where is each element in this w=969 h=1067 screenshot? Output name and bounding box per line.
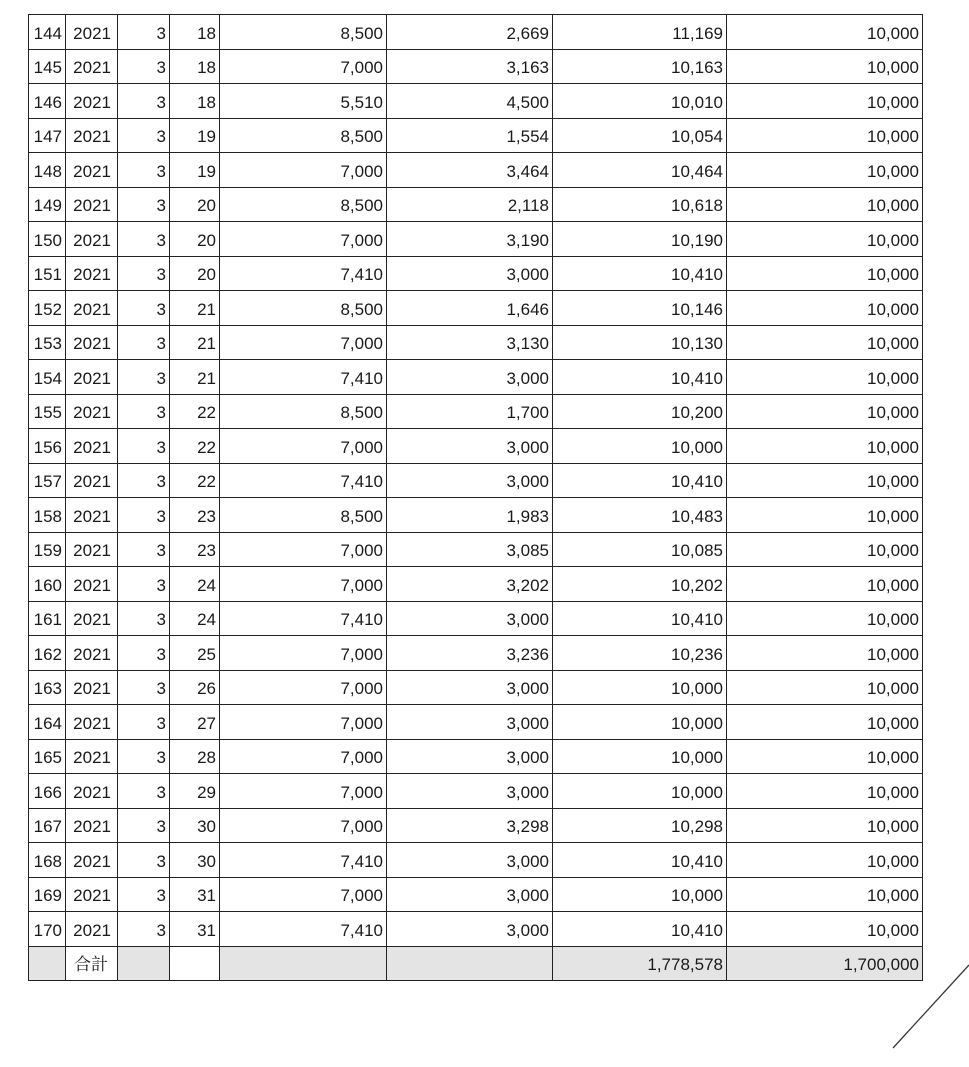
cell-amount-a: 7,000	[220, 808, 387, 843]
cell-amount-b: 3,000	[387, 463, 553, 498]
cell-year: 2021	[66, 498, 118, 533]
cell-year: 2021	[66, 325, 118, 360]
cell-month: 3	[118, 118, 170, 153]
cell-amount-a: 7,410	[220, 912, 387, 947]
cell-amount-b: 3,202	[387, 567, 553, 602]
cell-amount-b: 2,669	[387, 15, 553, 50]
cell-subtotal: 10,000	[553, 739, 727, 774]
cell-fixed: 10,000	[727, 463, 923, 498]
cell-subtotal: 10,410	[553, 912, 727, 947]
cell-no: 151	[29, 256, 66, 291]
cell-no: 168	[29, 843, 66, 878]
cell-no: 150	[29, 222, 66, 257]
cell-fixed: 10,000	[727, 532, 923, 567]
cell-month: 3	[118, 567, 170, 602]
cell-amount-b: 3,000	[387, 877, 553, 912]
cell-no: 152	[29, 291, 66, 326]
cell-day: 19	[170, 118, 220, 153]
cell-day: 31	[170, 912, 220, 947]
cell-subtotal: 10,000	[553, 774, 727, 809]
cell-day: 24	[170, 601, 220, 636]
cell-year: 2021	[66, 429, 118, 464]
cell-no: 160	[29, 567, 66, 602]
cell-fixed: 10,000	[727, 15, 923, 50]
cell-fixed: 10,000	[727, 49, 923, 84]
cell-amount-b: 1,700	[387, 394, 553, 429]
cell-year: 2021	[66, 360, 118, 395]
cell-day: 29	[170, 774, 220, 809]
cell-year: 2021	[66, 222, 118, 257]
cell-amount-b: 3,000	[387, 360, 553, 395]
cell-amount-b: 1,983	[387, 498, 553, 533]
cell-month: 3	[118, 429, 170, 464]
cell-fixed: 10,000	[727, 636, 923, 671]
cell-subtotal: 10,618	[553, 187, 727, 222]
cell-fixed: 10,000	[727, 774, 923, 809]
cell-amount-a: 7,410	[220, 256, 387, 291]
cell-fixed: 10,000	[727, 670, 923, 705]
cell-no: 148	[29, 153, 66, 188]
cell-fixed: 10,000	[727, 567, 923, 602]
cell-amount-a: 8,500	[220, 187, 387, 222]
cell-amount-a: 7,000	[220, 222, 387, 257]
cell-day: 30	[170, 843, 220, 878]
cell-fixed: 10,000	[727, 808, 923, 843]
cell-fixed: 10,000	[727, 256, 923, 291]
cell-subtotal: 10,000	[553, 670, 727, 705]
cell-fixed: 10,000	[727, 705, 923, 740]
cell-amount-b: 2,118	[387, 187, 553, 222]
cell-month: 3	[118, 360, 170, 395]
cell-year: 2021	[66, 15, 118, 50]
cell-amount-a: 7,410	[220, 601, 387, 636]
cell-year: 2021	[66, 291, 118, 326]
cell-subtotal: 10,054	[553, 118, 727, 153]
cell-no: 161	[29, 601, 66, 636]
cell-year: 2021	[66, 705, 118, 740]
cell-day: 22	[170, 394, 220, 429]
cell-amount-a: 7,000	[220, 877, 387, 912]
cell-subtotal: 10,190	[553, 222, 727, 257]
cell-day: 27	[170, 705, 220, 740]
cell-amount-b: 3,000	[387, 774, 553, 809]
cell-amount-a: 7,000	[220, 774, 387, 809]
cell-month: 3	[118, 774, 170, 809]
cell-amount-b: 3,000	[387, 670, 553, 705]
cell-day: 21	[170, 291, 220, 326]
cell-day: 18	[170, 15, 220, 50]
cell-day: 22	[170, 429, 220, 464]
cell-amount-b: 4,500	[387, 84, 553, 119]
cell-amount-a: 7,000	[220, 739, 387, 774]
cell-month: 3	[118, 739, 170, 774]
cell-day: 24	[170, 567, 220, 602]
cell-amount-a: 7,000	[220, 532, 387, 567]
cell-month: 3	[118, 670, 170, 705]
cell-day: 26	[170, 670, 220, 705]
cell-day: 28	[170, 739, 220, 774]
cell-year: 2021	[66, 912, 118, 947]
cell-no: 154	[29, 360, 66, 395]
cell-amount-b: 3,464	[387, 153, 553, 188]
cell-no: 167	[29, 808, 66, 843]
cell-amount-a: 5,510	[220, 84, 387, 119]
cell-no: 170	[29, 912, 66, 947]
cell-fixed: 10,000	[727, 187, 923, 222]
cell-amount-b: 3,236	[387, 636, 553, 671]
cell-day: 23	[170, 532, 220, 567]
cell-month: 3	[118, 256, 170, 291]
cell-no: 147	[29, 118, 66, 153]
cell-year: 2021	[66, 739, 118, 774]
cell-no: 159	[29, 532, 66, 567]
cell-year: 2021	[66, 877, 118, 912]
cell-subtotal: 10,410	[553, 360, 727, 395]
cell-amount-a: 7,000	[220, 49, 387, 84]
cell-no: 153	[29, 325, 66, 360]
cell-fixed: 10,000	[727, 601, 923, 636]
total-label: 合計	[66, 946, 118, 981]
cell-year: 2021	[66, 808, 118, 843]
cell-month: 3	[118, 463, 170, 498]
cell-month: 3	[118, 153, 170, 188]
cell-fixed: 10,000	[727, 498, 923, 533]
cell-year: 2021	[66, 670, 118, 705]
cell-amount-a: 8,500	[220, 394, 387, 429]
cell-subtotal: 10,146	[553, 291, 727, 326]
cell-year: 2021	[66, 636, 118, 671]
cell-fixed: 10,000	[727, 360, 923, 395]
cell-subtotal: 10,410	[553, 463, 727, 498]
cell-year: 2021	[66, 567, 118, 602]
cell-day: 25	[170, 636, 220, 671]
cell-subtotal: 10,010	[553, 84, 727, 119]
cell-fixed: 10,000	[727, 739, 923, 774]
cell-amount-b: 3,000	[387, 705, 553, 740]
cell-subtotal: 10,202	[553, 567, 727, 602]
cell-no: 156	[29, 429, 66, 464]
cell-month: 3	[118, 222, 170, 257]
cell-year: 2021	[66, 153, 118, 188]
cell-no: 155	[29, 394, 66, 429]
cell-amount-b: 1,646	[387, 291, 553, 326]
cell-year: 2021	[66, 49, 118, 84]
cell-fixed: 10,000	[727, 877, 923, 912]
cell-fixed: 10,000	[727, 153, 923, 188]
cell-subtotal: 10,163	[553, 49, 727, 84]
cell-fixed: 10,000	[727, 843, 923, 878]
cell-amount-b: 3,085	[387, 532, 553, 567]
cell-amount-a: 7,000	[220, 325, 387, 360]
cell-month: 3	[118, 705, 170, 740]
cell-fixed: 10,000	[727, 325, 923, 360]
cell-amount-a: 8,500	[220, 498, 387, 533]
cell-month: 3	[118, 15, 170, 50]
cell-day: 20	[170, 256, 220, 291]
cell-month: 3	[118, 49, 170, 84]
cell-no: 157	[29, 463, 66, 498]
cell-month: 3	[118, 912, 170, 947]
cell-subtotal: 10,410	[553, 843, 727, 878]
cell-year: 2021	[66, 774, 118, 809]
cell-month: 3	[118, 394, 170, 429]
cell-year: 2021	[66, 463, 118, 498]
cell-amount-b: 3,000	[387, 843, 553, 878]
cell-year: 2021	[66, 118, 118, 153]
cell-no: 145	[29, 49, 66, 84]
cell-fixed: 10,000	[727, 118, 923, 153]
cell-no: 149	[29, 187, 66, 222]
cell-no: 158	[29, 498, 66, 533]
cell-no: 162	[29, 636, 66, 671]
cell-subtotal: 10,410	[553, 601, 727, 636]
cell-day: 18	[170, 49, 220, 84]
cell-day: 19	[170, 153, 220, 188]
cell-year: 2021	[66, 601, 118, 636]
cell-no: 169	[29, 877, 66, 912]
cell-month: 3	[118, 187, 170, 222]
cell-amount-b: 3,130	[387, 325, 553, 360]
cell-year: 2021	[66, 532, 118, 567]
cell-day: 20	[170, 222, 220, 257]
cell-amount-a: 8,500	[220, 291, 387, 326]
cell-amount-b: 3,000	[387, 739, 553, 774]
cell-day: 31	[170, 877, 220, 912]
cell-amount-b: 3,000	[387, 912, 553, 947]
cell-subtotal: 10,483	[553, 498, 727, 533]
cell-year: 2021	[66, 394, 118, 429]
cell-fixed: 10,000	[727, 912, 923, 947]
cell-subtotal: 10,000	[553, 705, 727, 740]
total-sum-a: 1,778,578	[553, 946, 727, 981]
cell-amount-b: 1,554	[387, 118, 553, 153]
cell-amount-a: 7,000	[220, 636, 387, 671]
cell-year: 2021	[66, 843, 118, 878]
cell-subtotal: 10,130	[553, 325, 727, 360]
cell-day: 21	[170, 325, 220, 360]
cell-subtotal: 11,169	[553, 15, 727, 50]
cell-year: 2021	[66, 84, 118, 119]
cell-month: 3	[118, 636, 170, 671]
cell-amount-a: 7,410	[220, 463, 387, 498]
cell-amount-b: 3,163	[387, 49, 553, 84]
cell-month: 3	[118, 532, 170, 567]
cell-subtotal: 10,464	[553, 153, 727, 188]
cell-subtotal: 10,236	[553, 636, 727, 671]
cell-no: 144	[29, 15, 66, 50]
cell-fixed: 10,000	[727, 291, 923, 326]
cell-amount-a: 7,000	[220, 567, 387, 602]
total-sum-b: 1,700,000	[727, 946, 923, 981]
cell-amount-b: 3,190	[387, 222, 553, 257]
cell-no: 164	[29, 705, 66, 740]
cell-no: 163	[29, 670, 66, 705]
cell-day: 23	[170, 498, 220, 533]
cell-amount-a: 8,500	[220, 118, 387, 153]
cell-amount-a: 7,410	[220, 360, 387, 395]
cell-amount-a: 8,500	[220, 15, 387, 50]
cell-month: 3	[118, 84, 170, 119]
cell-day: 21	[170, 360, 220, 395]
cell-subtotal: 10,000	[553, 429, 727, 464]
cell-day: 22	[170, 463, 220, 498]
cell-month: 3	[118, 843, 170, 878]
cell-amount-a: 7,000	[220, 670, 387, 705]
cell-subtotal: 10,085	[553, 532, 727, 567]
cell-day: 18	[170, 84, 220, 119]
cell-no: 146	[29, 84, 66, 119]
cell-day: 30	[170, 808, 220, 843]
cell-month: 3	[118, 877, 170, 912]
cell-amount-b: 3,298	[387, 808, 553, 843]
cell-amount-a: 7,000	[220, 429, 387, 464]
cell-subtotal: 10,000	[553, 877, 727, 912]
cell-amount-a: 7,000	[220, 153, 387, 188]
cell-month: 3	[118, 808, 170, 843]
cell-subtotal: 10,200	[553, 394, 727, 429]
cell-amount-b: 3,000	[387, 429, 553, 464]
cell-amount-a: 7,000	[220, 705, 387, 740]
cell-day: 20	[170, 187, 220, 222]
cell-amount-b: 3,000	[387, 256, 553, 291]
cell-month: 3	[118, 498, 170, 533]
cell-fixed: 10,000	[727, 394, 923, 429]
cell-subtotal: 10,298	[553, 808, 727, 843]
cell-fixed: 10,000	[727, 429, 923, 464]
cell-year: 2021	[66, 187, 118, 222]
cell-year: 2021	[66, 256, 118, 291]
cell-no: 166	[29, 774, 66, 809]
cell-subtotal: 10,410	[553, 256, 727, 291]
cell-month: 3	[118, 325, 170, 360]
cell-month: 3	[118, 291, 170, 326]
cell-no: 165	[29, 739, 66, 774]
cell-month: 3	[118, 601, 170, 636]
cell-fixed: 10,000	[727, 84, 923, 119]
cell-fixed: 10,000	[727, 222, 923, 257]
cell-amount-b: 3,000	[387, 601, 553, 636]
cell-amount-a: 7,410	[220, 843, 387, 878]
